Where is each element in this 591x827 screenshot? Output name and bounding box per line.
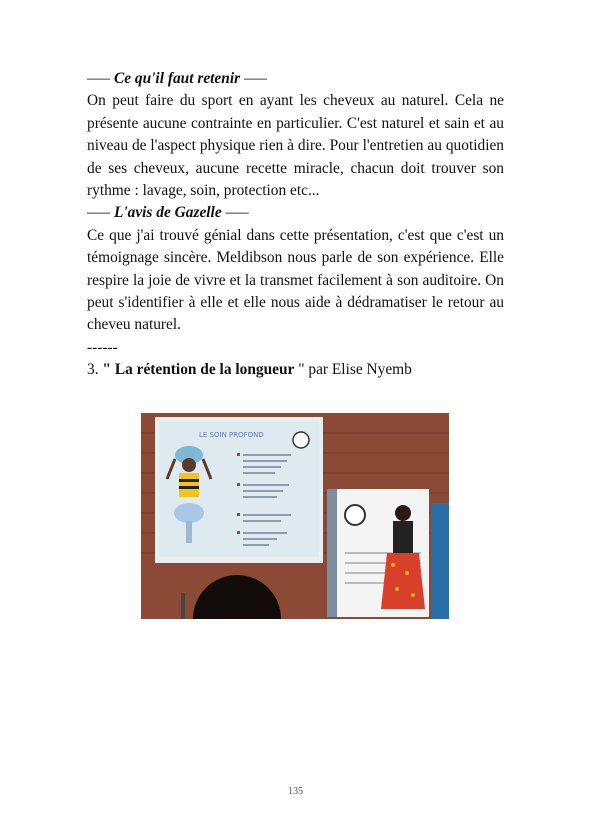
paragraph: Ce que j'ai trouvé génial dans cette présentation, c'est que c'est un témoignage sincère. Meldibson nous parle de son expérience. Elle respire la joie de vivre et la transmet facilement à son auditoire. On peut s'identifier à elle et elle nous aide à dédramatiser le retour au cheveu naturel.: [87, 226, 504, 334]
section-heading: ––– L'avis de Gazelle –––: [87, 204, 249, 222]
section-heading: ––– Ce qu'il faut retenir –––: [87, 70, 268, 87]
section-ce-qu-il-faut-retenir: [87, 68, 504, 382]
separator: ------: [87, 338, 118, 356]
paragraph: On peut faire du sport en ayant les cheveux au naturel. Cela ne présente aucune contrainte en particulier. C'est naturel et sain et au niveau de l'aspect physique rien à dire. Pour l'entretien au quotidien de ses cheveux, aucune recette miracle, chacun doit trouver son rythme : lavage, soin, protection etc...: [87, 92, 504, 200]
presentation-photo: [141, 413, 449, 619]
slide-title: LE SOIN PROFOND: [199, 431, 264, 439]
photo-illustration: [141, 413, 449, 619]
section-title: 3. " La rétention de la longueur " par Elise Nyemb: [87, 361, 412, 379]
page-number: 135: [288, 786, 303, 797]
